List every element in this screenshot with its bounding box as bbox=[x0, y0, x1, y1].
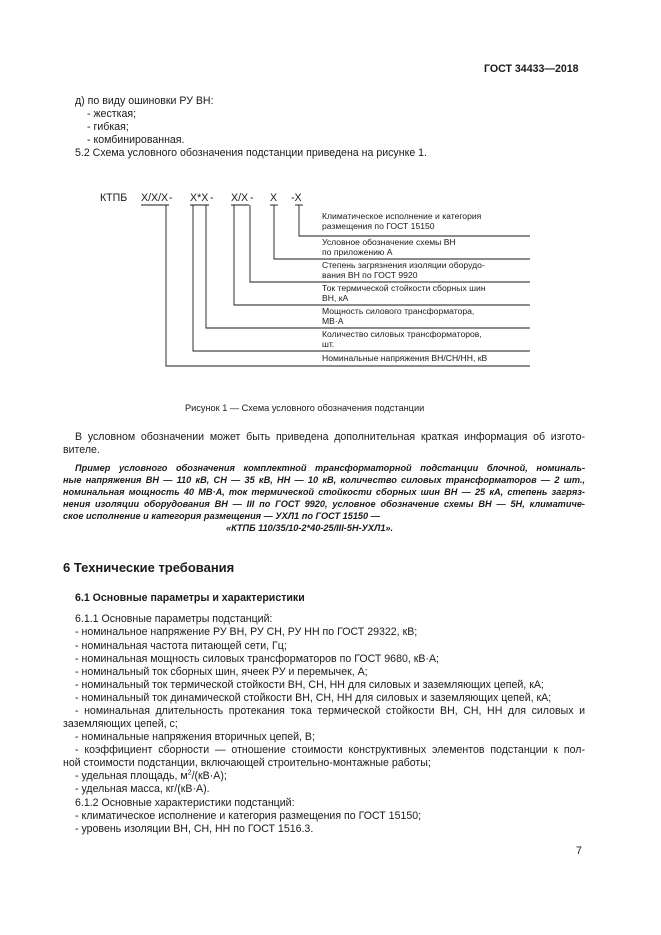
code-dash: - bbox=[250, 192, 254, 204]
list-item: - номинальный ток динамической стойкости ВН, СН, НН для силовых и заземляющих цепей, кА; bbox=[75, 692, 552, 704]
code-dash: - bbox=[169, 192, 173, 204]
example-line: ные напряжения ВН — 110 кВ, СН — 35 кВ, НН — 10 кВ, количество силовых трансформаторов — 2 шт., bbox=[63, 475, 585, 485]
diagram-label-climate: Климатическое исполнение и категория размещения по ГОСТ 15150 bbox=[322, 211, 482, 231]
example-line: нения изоляции оборудования ВН — III по ГОСТ 9920, условное обозначение схемы ВН — 5Н, климатиче- bbox=[63, 499, 585, 509]
code-prefix: КТПБ bbox=[100, 192, 128, 204]
code-group-voltages: Х/Х/Х bbox=[141, 192, 169, 204]
code-group-scheme: Х bbox=[270, 192, 278, 204]
list-item: - удельная площадь, $м^2/(кВ\cdot А)$; bbox=[75, 769, 227, 782]
list-item: - номинальные напряжения вторичных цепей, В; bbox=[75, 731, 315, 743]
list-item: - номинальная длительность протекания тока термической стойкости ВН, СН, НН для силовых и bbox=[75, 705, 585, 717]
list-item: - климатическое исполнение и категория размещения по ГОСТ 15150; bbox=[75, 810, 422, 822]
list-item: - номинальное напряжение РУ ВН, РУ СН, РУ НН по ГОСТ 29322, кВ; bbox=[75, 626, 418, 638]
example-line: ское исполнение и категория размещения — УХЛ1 по ГОСТ 15150 — bbox=[63, 511, 380, 521]
list-item-continuation: заземляющих цепей, с; bbox=[63, 718, 178, 730]
page-number: 7 bbox=[576, 845, 582, 857]
code-group-climate: -Х bbox=[291, 192, 302, 204]
diagram-label-count: Количество силовых трансформаторов, шт. bbox=[322, 329, 482, 349]
list-item: - уровень изоляции ВН, СН, НН по ГОСТ 1516.3. bbox=[75, 823, 314, 835]
diagram-label-scheme: Условное обозначение схемы ВН по приложению А bbox=[322, 237, 456, 257]
list-item: - гибкая; bbox=[87, 121, 129, 133]
diagram-label-voltages: Номинальные напряжения ВН/СН/НН, кВ bbox=[322, 353, 488, 363]
list-item: - жесткая; bbox=[87, 108, 137, 120]
clause-title: 6.1.2 Основные характеристики подстанций: bbox=[75, 797, 295, 809]
list-item: - номинальная мощность силовых трансформаторов по ГОСТ 9680, кВ·А; bbox=[75, 653, 439, 665]
section-heading: 6 Технические требования bbox=[63, 560, 235, 575]
list-item: - комбинированная. bbox=[87, 134, 185, 146]
subsection-heading: 6.1 Основные параметры и характеристики bbox=[75, 592, 305, 604]
document-id: ГОСТ 34433—2018 bbox=[484, 63, 579, 75]
code-group-transformers: Х*Х bbox=[190, 192, 209, 204]
example-line: Пример условного обозначения комплектной трансформаторной подстанции блочной, номиналь- bbox=[75, 463, 585, 473]
figure-caption: Рисунок 1 — Схема условного обозначения подстанции bbox=[185, 403, 425, 413]
list-item-continuation: ной стоимости подстанции, включающей строительно-монтажные работы; bbox=[63, 757, 431, 769]
diagram-label-power: Мощность силового трансформатора, МВ·А bbox=[322, 306, 475, 326]
list-item: - номинальный ток сборных шин, ячеек РУ и перемычек, А; bbox=[75, 666, 368, 678]
paragraph-line: В условном обозначении может быть приведена дополнительная краткая информация об изгото- bbox=[75, 431, 585, 443]
code-dash: - bbox=[210, 192, 214, 204]
list-item: - номинальный ток термической стойкости ВН, СН, НН для силовых и заземляющих цепей, кА; bbox=[75, 679, 544, 691]
list-item: - удельная масса, кг/(кВ·А). bbox=[75, 783, 210, 795]
code-group-current-pollution: Х/Х bbox=[231, 192, 249, 204]
diagram-label-pollution: Степень загрязнения изоляции оборудо- вания ВН по ГОСТ 9920 bbox=[322, 260, 485, 280]
example-line: номинальная мощность 40 МВ·А, ток термической стойкости сборных шин ВН — 25 кА, степень загряз- bbox=[63, 487, 585, 497]
list-item: - коэффициент сборности — отношение стоимости конструктивных элементов подстанции к пол- bbox=[75, 744, 585, 756]
line-d: д) по виду ошиновки РУ ВН: bbox=[75, 95, 214, 107]
clause-title: 6.1.1 Основные параметры подстанций: bbox=[75, 613, 273, 625]
paragraph-5-2: 5.2 Схема условного обозначения подстанции приведена на рисунке 1. bbox=[75, 147, 427, 159]
paragraph-line: вителе. bbox=[63, 444, 100, 456]
diagram-label-current: Ток термической стойкости сборных шин ВН, кА bbox=[322, 283, 486, 303]
list-item: - номинальная частота питающей сети, Гц; bbox=[75, 640, 287, 652]
example-designation: «КТПБ 110/35/10-2*40-25/III-5Н-УХЛ1». bbox=[226, 523, 394, 533]
